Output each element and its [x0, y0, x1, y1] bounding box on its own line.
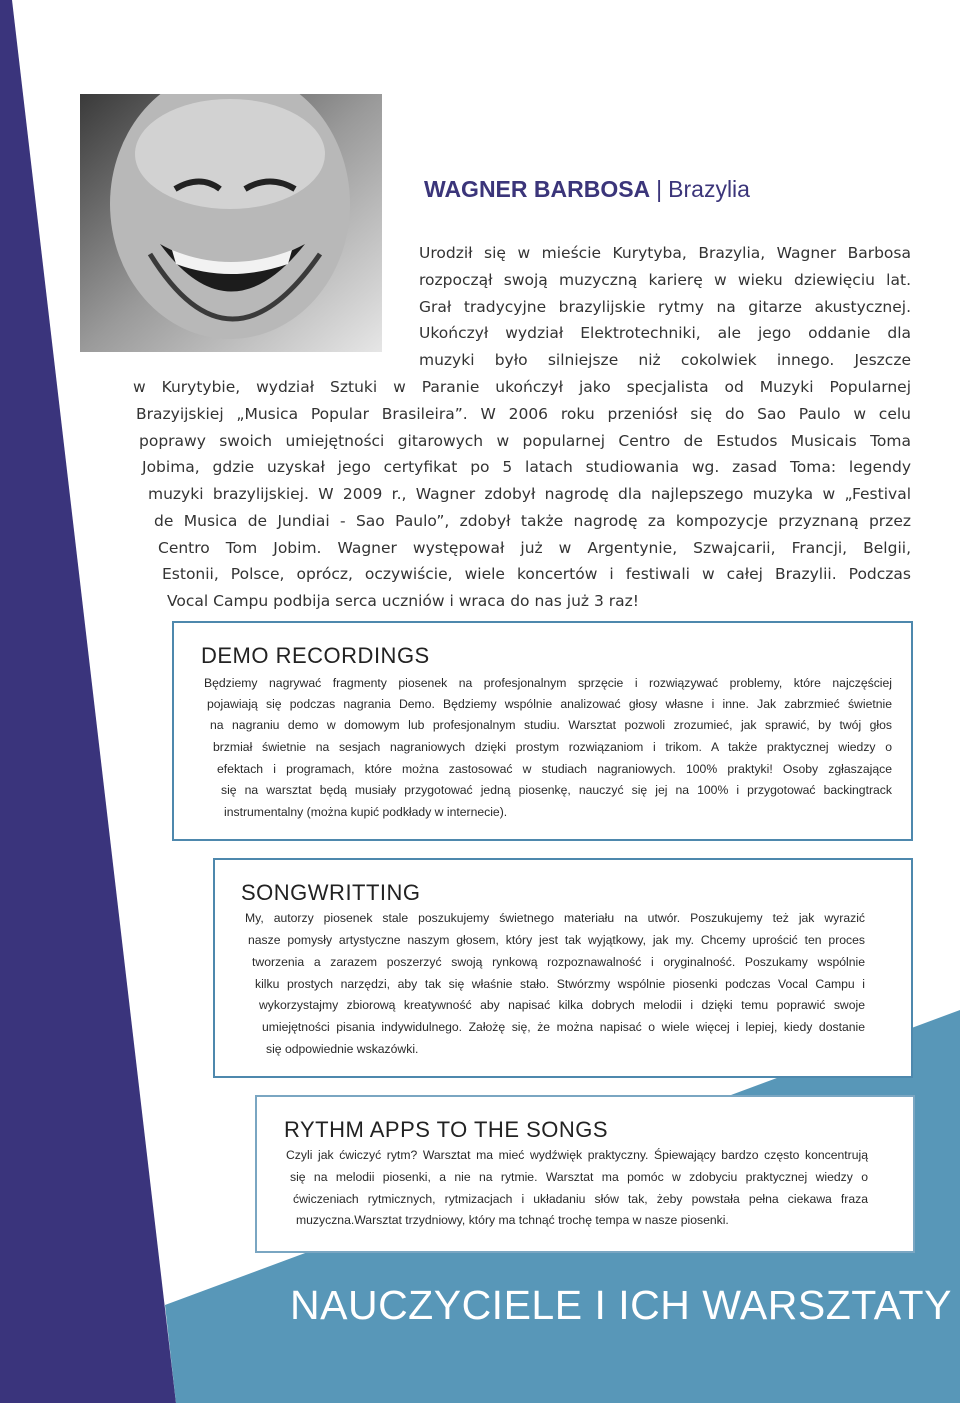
workshop-text-line: się odpowiednie wskazówki. [266, 1042, 419, 1056]
teacher-name-heading [424, 176, 750, 203]
workshop-text-line: nasze pomysły artystyczne naszym głosem, który jest tak wyjątkowy, jak my. Chcemy uprościć ten proces [248, 933, 865, 947]
workshop-title: SONGWRITTING [241, 880, 421, 905]
workshop-text-line: My, autorzy piosenek stale poszukujemy świetnego materiału na utwór. Poszukujemy też jak wyrazić [245, 911, 865, 925]
bio-line: muzyki było silniejsze niż cokolwiek innego. Jeszcze [419, 351, 911, 369]
workshop-text-line: brzmiał świetnie na sesjach nagraniowych dzięki prostym rozwiązaniom i trikom. A także praktycznej wiedzy o [213, 740, 892, 754]
workshop-box-rythm-apps [255, 1095, 915, 1253]
portrait-photo [80, 94, 382, 352]
name-separator: | [656, 176, 663, 202]
bio-line: rozpoczął swoją muzyczną karierę w wieku dziewięciu lat. [419, 271, 911, 289]
bio-line: Ukończył wydział Elektrotechniki, ale jego oddanie dla [419, 324, 911, 342]
bio-line: de Musica de Jundiai - Sao Paulo”, zdobył także nagrodę za kompozycje przyznaną przez [154, 512, 911, 530]
workshop-text-line: się na melodii piosenki, a nie na rytmie. Warsztat ma pomóc w zdobyciu praktycznej wiedzy o [290, 1170, 868, 1184]
bio-line: Urodził się w mieście Kurytyba, Brazylia, Wagner Barbosa [419, 244, 911, 262]
bio-line: Vocal Campu podbija serca uczniów i wraca do nas już 3 raz! [167, 592, 639, 610]
workshop-text-line: instrumentalny (można kupić podkłady w internecie). [224, 805, 508, 819]
workshop-text-line: ćwiczeniach rytmicznych, rytmizacjach i układaniu słów tak, żeby powstała pełna ciekawa fraza [293, 1192, 868, 1206]
workshop-box-demo-recordings [172, 621, 913, 841]
workshop-text-line: muzyczna.Warsztat trzydniowy, który ma tchnąć trochę tempa w nasze piosenki. [296, 1213, 729, 1227]
workshop-text-line: Będziemy nagrywać fragmenty piosenek na profesjonalnym sprzęcie i rozwiązywać problemy, które najczęściej [204, 676, 892, 690]
workshop-text-line: się na warsztat będą musiały przygotować jedną piosenkę, nauczyć się jej na 100% i przygotować backingtrack [221, 783, 892, 797]
workshop-text-line: Czyli jak ćwiczyć rytm? Warsztat ma mieć wydźwięk praktyczny. Śpiewający bardzo często koncentrują [286, 1148, 868, 1162]
workshop-title: RYTHM APPS TO THE SONGS [284, 1117, 609, 1142]
workshop-text-line: tworzenia a zarazem poszerzyć swoją rynkową rozpoznawalność i oryginalność. Poszukamy wspólnie [252, 955, 865, 969]
workshop-text-line: wykorzystajmy zbiorową kreatywność aby napisać kilka dobrych melodii i dzięki temu poprawić swoje [259, 998, 865, 1012]
bio-line: muzyki brazylijskiej. W 2009 r., Wagner zdobył nagrodę dla najlepszego muzyka w „Festival [148, 485, 911, 503]
workshop-text-line: umiejętności pisania indywidulnego. Założę się, że można napisać o wiele więcej i lepiej, kiedy dostanie [262, 1020, 865, 1034]
bio-line: poprawy swoich umiejętności gitarowych w popularnej Centro de Estudos Musicais Toma [139, 432, 911, 450]
workshop-box-songwritting [213, 858, 913, 1078]
bio-line: Brazyijskiej „Musica Popular Brasileira”. W 2006 roku przeniósł się do Sao Paulo w celu [136, 405, 911, 423]
workshop-title: DEMO RECORDINGS [201, 643, 430, 668]
footer-title: NAUCZYCIELE I ICH WARSZTATY [290, 1282, 952, 1328]
teacher-name: WAGNER BARBOSA [424, 176, 651, 202]
workshop-text-line: na nagraniu demo w domowym lub profesjonalnym studiu. Warsztat pozwoli zrozumieć, jak sprawić, by twój głos [210, 718, 892, 732]
workshop-text-line: kilku prostych narzędzi, aby tak się właśnie stało. Stwórzmy wspólnie piosenki podczas Vocal Campu i [255, 977, 865, 991]
bio-line: w Kurytybie, wydział Sztuki w Paranie ukończył jako specjalista od Muzyki Popularnej [133, 378, 911, 396]
workshop-text-line: pojawiają się podczas nagrania Demo. Będziemy wspólnie analizować głosy własne i inne. Jak zabrzmieć świetnie [207, 697, 892, 711]
bio-line: Centro Tom Jobim. Wagner występował już w Argentynie, Szwajcarii, Francji, Belgii, [158, 539, 911, 557]
workshop-text-line: efektach i programach, które można zastosować w studiach nagraniowych. 100% praktyki! Osoby zgłaszające [217, 762, 892, 776]
bio-line: Jobima, gdzie uzyskał jego certyfikat po 5 latach studiowania wg. zasad Toma: legendy [142, 458, 911, 476]
bio-line: Grał tradycyjne brazylijskie rytmy na gitarze akustycznej. [419, 298, 911, 316]
bio-line: Estonii, Polsce, oprócz, oczywiście, wiele koncertów i festiwali w całej Brazylii. Podczas [162, 565, 911, 583]
teacher-country: Brazylia [668, 176, 750, 202]
